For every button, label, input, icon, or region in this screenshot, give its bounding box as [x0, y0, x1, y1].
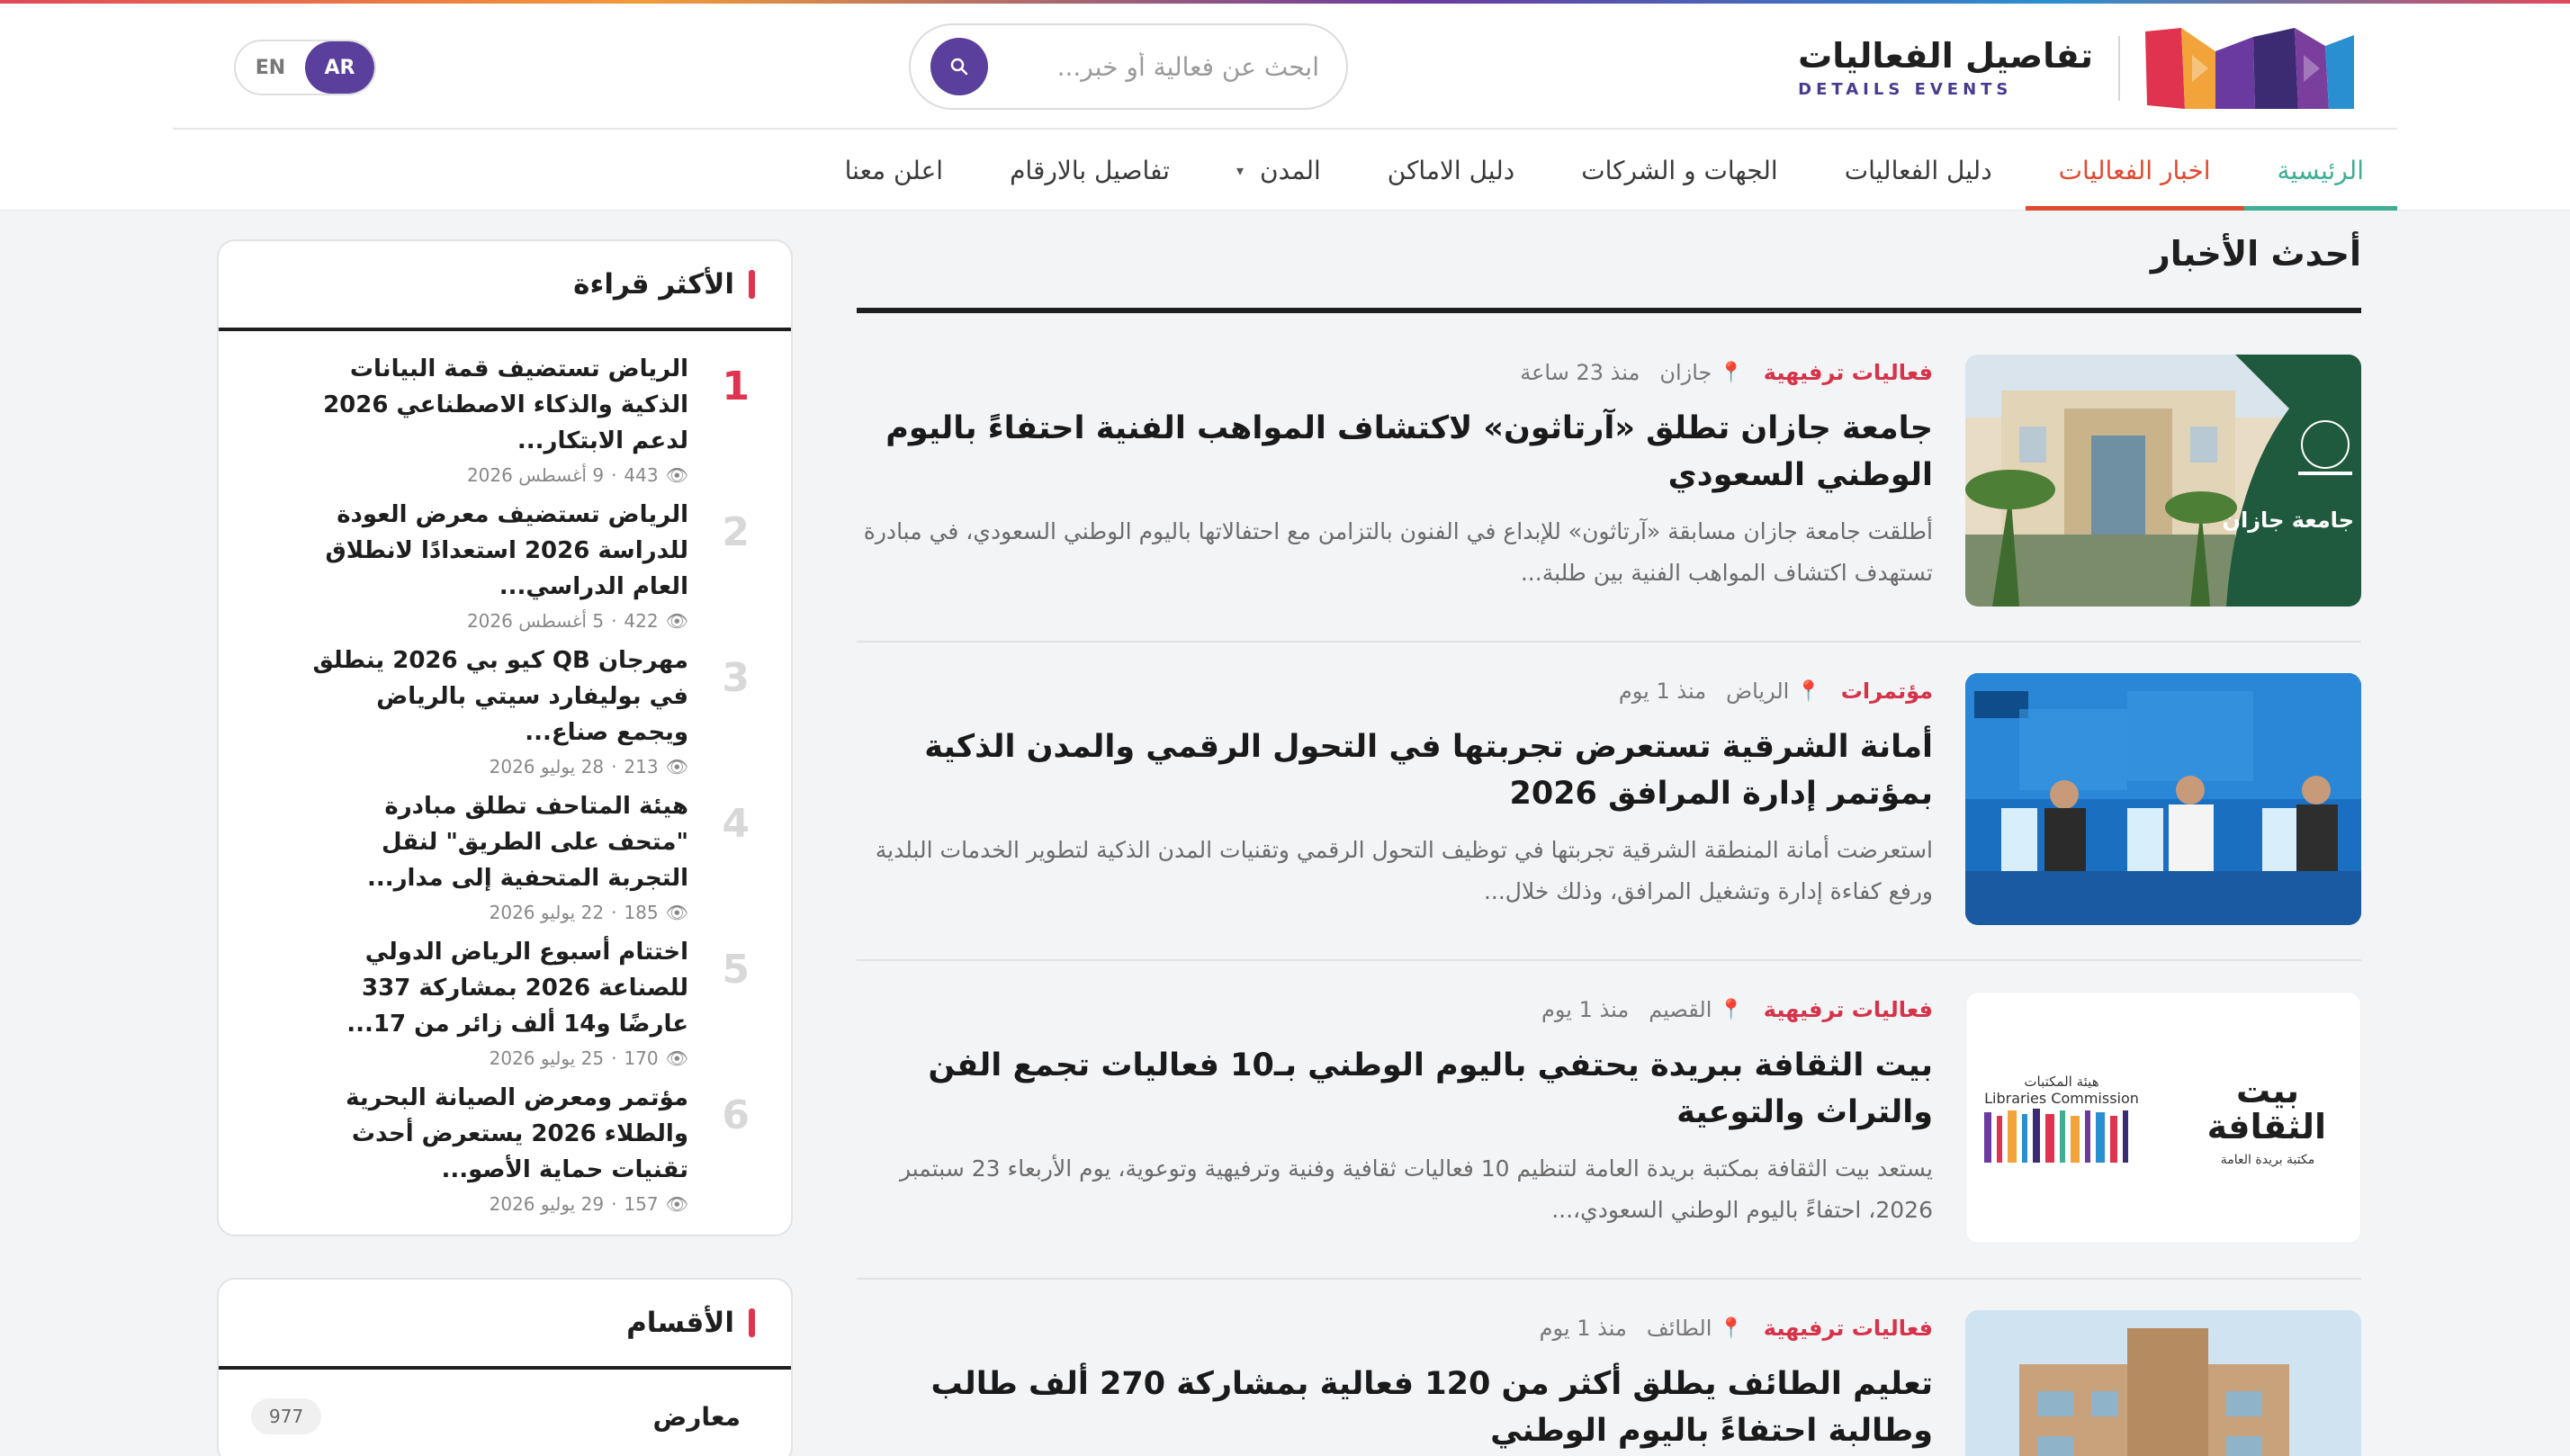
list-item-text: [309, 643, 705, 788]
article-meta: [857, 673, 1933, 709]
school-building-image: [1965, 1310, 2361, 1456]
nav-cities-dropdown[interactable]: [1203, 130, 1354, 211]
site-logo[interactable]: [1798, 25, 2354, 112]
nav-home-label: الرئيسية: [2277, 155, 2364, 185]
nav-advertise-label: اعلن معنا: [844, 155, 944, 185]
article-title[interactable]: تعليم الطائف يطلق أكثر من 120 فعالية بمشاركة 270 ألف طالب وطالبة احتفاءً باليوم الوطني: [930, 1366, 1933, 1449]
article-city: [1649, 997, 1744, 1022]
site-header: [0, 4, 2570, 211]
most-read-list: [219, 331, 791, 1235]
article-card[interactable]: [857, 992, 2361, 1280]
location-pin-icon: 📍: [1796, 679, 1821, 703]
article-category[interactable]: فعاليات ترفيهية: [1763, 1316, 1933, 1341]
views-count: 213: [624, 756, 659, 777]
article-thumbnail[interactable]: [1965, 355, 2361, 607]
article-excerpt: استعرضت أمانة المنطقة الشرقية تجربتها في توظيف التحول الرقمي وتقنيات المدن الذكية لتطوير الخدمات البلدية ورفع كفاءة إدارة وتشغيل المرافق، وذلك خلال...: [875, 837, 1933, 904]
list-item-title[interactable]: الرياض تستضيف قمة البيانات الذكية والذكاء الاصطناعي 2026 لدعم الابتكار...: [323, 355, 688, 454]
library-books-icon: [1979, 1107, 2144, 1163]
article-category[interactable]: فعاليات ترفيهية: [1763, 360, 1933, 385]
article-category[interactable]: فعاليات ترفيهية: [1763, 997, 1933, 1022]
conference-panel-image: [1965, 673, 2361, 925]
list-item-title[interactable]: هيئة المتاحف تطلق مبادرة "متحف على الطريق" لنقل التجربة المتحفية إلى مدار...: [366, 793, 688, 892]
list-item[interactable]: [219, 351, 791, 497]
nav-numbers-label: تفاصيل بالارقام: [1010, 155, 1170, 185]
news-main-column: [857, 211, 2361, 1456]
list-item[interactable]: [219, 934, 791, 1080]
lang-ar-button[interactable]: AR: [305, 41, 374, 94]
language-switcher: [234, 40, 376, 95]
nav-events-news[interactable]: [2026, 130, 2244, 211]
article-time: منذ 1 يوم: [1541, 997, 1630, 1022]
list-item[interactable]: [219, 788, 791, 934]
rank-number: 2: [722, 509, 750, 555]
article-time: منذ 1 يوم: [1618, 679, 1707, 704]
meta-separator: ·: [611, 756, 617, 777]
list-item-title[interactable]: مؤتمر ومعرض الصيانة البحرية والطلاء 2026 يستعرض أحدث تقنيات حماية الأصو...: [346, 1084, 688, 1183]
search-bar: [909, 23, 1348, 110]
article-thumbnail[interactable]: [1965, 1310, 2361, 1456]
article-excerpt: أطلقت جامعة جازان مسابقة «آرتاثون» للإبداع في الفنون بالتزامن مع احتفالاتها باليوم الوطني السعودي، في مبادرة تستهدف اكتشاف المواهب الفنية بين طلبة...: [863, 518, 1933, 586]
publish-date: 5 أغسطس 2026: [466, 610, 605, 632]
article-city: [1659, 360, 1743, 385]
article-city-label: جازان: [1659, 360, 1712, 385]
list-item-text: [309, 351, 705, 497]
nav-events-guide-label: دليل الفعاليات: [1844, 155, 1992, 185]
libraries-commission-ar: هيئة المكتبات: [2024, 1074, 2099, 1090]
article-city: [1647, 1316, 1744, 1341]
publish-date: 28 يوليو 2026: [489, 756, 605, 777]
nav-organizations[interactable]: [1548, 130, 1811, 211]
list-item-text: [309, 497, 705, 643]
article-thumbnail[interactable]: [1965, 992, 2361, 1244]
nav-places-guide-label: دليل الاماكن: [1387, 155, 1515, 185]
list-item[interactable]: [219, 1080, 791, 1226]
list-item-title[interactable]: الرياض تستضيف معرض العودة للدراسة 2026 استعدادًا لانطلاق العام الدراسي...: [325, 501, 688, 600]
article-time: منذ 23 ساعة: [1520, 360, 1640, 385]
article-card[interactable]: [857, 1310, 2361, 1456]
section-title-rule: [857, 308, 2361, 313]
nav-events-news-label: اخبار الفعاليات: [2058, 155, 2211, 185]
article-city-label: الطائف: [1646, 1316, 1712, 1341]
category-count-badge: 977: [251, 1398, 321, 1434]
libraries-commission-logo: [1979, 1074, 2144, 1166]
list-item-meta: [309, 1193, 688, 1215]
list-item-text: [309, 1080, 705, 1226]
article-meta: [857, 355, 1933, 391]
chevron-down-icon: ▾: [1236, 161, 1244, 179]
culture-house-logo-text: بيت الثقافة: [2206, 1071, 2326, 1146]
eye-icon: 👁: [665, 902, 688, 923]
meta-separator: ·: [611, 1193, 617, 1215]
logo-divider: [2118, 36, 2120, 101]
article-category[interactable]: مؤتمرات: [1840, 679, 1933, 704]
list-item-text: [309, 788, 705, 934]
views-count: 422: [624, 610, 659, 632]
publish-date: 25 يوليو 2026: [489, 1047, 605, 1069]
categories-title: الأقسام: [626, 1307, 734, 1339]
article-city-label: الرياض: [1726, 679, 1790, 704]
article-body: [857, 355, 1933, 594]
nav-numbers[interactable]: [976, 130, 1203, 211]
eye-icon: 👁: [665, 756, 688, 777]
meta-separator: ·: [611, 464, 617, 486]
title-accent-bar: [749, 1308, 755, 1337]
nav-places-guide[interactable]: [1354, 130, 1548, 211]
eye-icon: 👁: [665, 1193, 688, 1215]
logo-mark-icon: [2145, 28, 2354, 109]
libraries-commission-en: Libraries Commission: [1984, 1090, 2139, 1107]
categories-header: [219, 1280, 791, 1370]
rank-number: 1: [722, 364, 750, 409]
nav-home[interactable]: [2244, 130, 2397, 211]
meta-separator: ·: [611, 610, 617, 632]
lang-en-button[interactable]: EN: [255, 56, 286, 79]
article-card[interactable]: [857, 355, 2361, 643]
category-name: معارض: [652, 1401, 741, 1432]
list-item-meta: [309, 756, 688, 777]
university-building-image: [1965, 355, 2361, 607]
article-title[interactable]: أمانة الشرقية تستعرض تجربتها في التحول الرقمي والمدن الذكية بمؤتمر إدارة المرافق 2026: [924, 729, 1933, 812]
rank-number: 4: [722, 801, 750, 847]
most-read-title: الأكثر قراءة: [573, 268, 734, 301]
views-count: 443: [624, 464, 659, 486]
rank-number: 5: [722, 947, 750, 993]
views-count: 170: [624, 1047, 659, 1069]
eye-icon: 👁: [665, 610, 688, 632]
publish-date: 29 يوليو 2026: [489, 1193, 605, 1215]
list-item-title[interactable]: مهرجان QB كيو بي 2026 ينطلق في بوليفارد سيتي بالرياض ويجمع صناع...: [312, 647, 688, 746]
rank-number: 3: [722, 655, 750, 701]
eye-icon: 👁: [665, 1047, 688, 1069]
publish-date: 9 أغسطس 2026: [466, 464, 605, 486]
views-count: 157: [624, 1193, 659, 1215]
meta-separator: ·: [611, 1047, 617, 1069]
article-thumbnail[interactable]: [1965, 673, 2361, 925]
search-input[interactable]: [988, 52, 1319, 82]
article-title[interactable]: بيت الثقافة ببريدة يحتفي باليوم الوطني بـ10 فعاليات تجمع الفن والتراث والتوعية: [928, 1047, 1933, 1130]
list-item-meta: [309, 902, 688, 923]
sidebar: [217, 239, 793, 1456]
most-read-header: [219, 241, 791, 331]
article-title[interactable]: جامعة جازان تطلق «آرتاثون» لاكتشاف المواهب الفنية احتفاءً باليوم الوطني السعودي: [885, 410, 1933, 493]
article-city: [1726, 679, 1821, 704]
logo-title-ar: تفاصيل الفعاليات: [1798, 35, 2093, 76]
search-icon: [949, 57, 969, 76]
list-item-text: [309, 934, 705, 1080]
nav-organizations-label: الجهات و الشركات: [1581, 155, 1778, 185]
article-city-label: القصيم: [1649, 997, 1712, 1022]
main-nav: [173, 130, 2397, 211]
rank-number: 6: [722, 1092, 750, 1138]
logo-title-en: DETAILS EVENTS: [1798, 80, 2013, 100]
search-button[interactable]: [930, 38, 988, 95]
list-item[interactable]: [219, 497, 791, 643]
section-title: أحدث الأخبار: [2150, 234, 2361, 274]
culture-house-logo: [2206, 1071, 2326, 1167]
publish-date: 22 يوليو 2026: [489, 902, 605, 923]
location-pin-icon: 📍: [1719, 361, 1744, 384]
location-pin-icon: 📍: [1719, 998, 1744, 1021]
categories-box: [217, 1278, 793, 1456]
nav-advertise[interactable]: [812, 130, 976, 211]
header-top-bar: [173, 4, 2397, 130]
article-body: [857, 992, 1933, 1231]
logo-text: [1798, 35, 2093, 100]
location-pin-icon: 📍: [1719, 1317, 1744, 1340]
thumbnail-caption: جامعة جازان: [2222, 508, 2354, 533]
title-accent-bar: [749, 270, 755, 299]
eye-icon: 👁: [665, 464, 688, 486]
category-row[interactable]: [219, 1370, 791, 1456]
culture-house-logo-sub: مكتبة بريدة العامة: [2220, 1152, 2315, 1167]
list-item-title[interactable]: اختتام أسبوع الرياض الدولي للصناعة 2026 بمشاركة 337 عارضًا و14 ألف زائر من 17...: [346, 939, 688, 1038]
article-meta: [857, 1310, 1933, 1346]
meta-separator: ·: [611, 902, 617, 923]
article-card[interactable]: [857, 673, 2361, 961]
article-body: [857, 673, 1933, 912]
most-read-box: [217, 239, 793, 1236]
nav-cities-label: المدن: [1260, 155, 1321, 185]
list-item-meta: [309, 464, 688, 486]
article-time: منذ 1 يوم: [1539, 1316, 1627, 1341]
list-item[interactable]: [219, 643, 791, 788]
article-body: [857, 1310, 1933, 1454]
nav-events-guide[interactable]: [1811, 130, 2026, 211]
list-item-meta: [309, 610, 688, 632]
article-excerpt: يستعد بيت الثقافة بمكتبة بريدة العامة لتنظيم 10 فعاليات ثقافية وفنية وترفيهية وتوعوية، يوم الأربعاء 23 سبتمبر 2026، احتفاءً باليوم الوطني السعودي،...: [899, 1155, 1933, 1223]
views-count: 185: [624, 902, 659, 923]
list-item-meta: [309, 1047, 688, 1069]
article-meta: [857, 992, 1933, 1028]
